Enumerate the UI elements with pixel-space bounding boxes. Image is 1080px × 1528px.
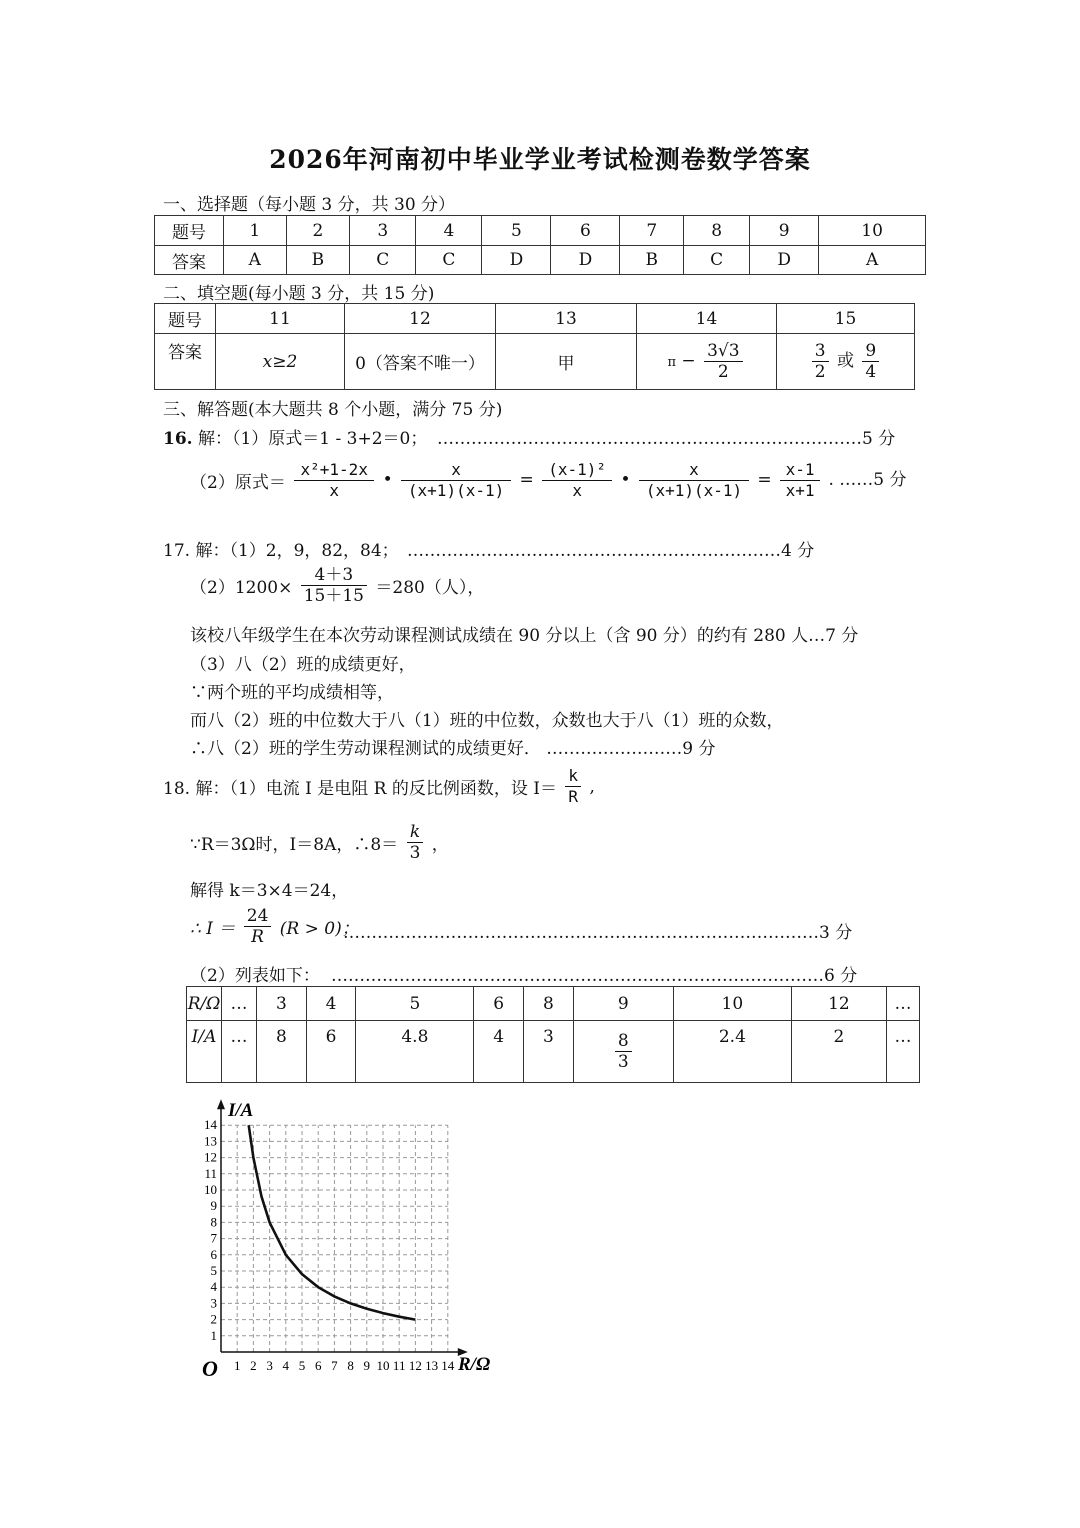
x-tick-label: 10: [376, 1358, 390, 1373]
r-value: 3: [257, 987, 307, 1021]
fraction: [565, 766, 581, 807]
denominator: x+1: [785, 481, 815, 500]
q-number: 10: [819, 216, 926, 246]
q17-part3-conclusion: ∴八（2）班的学生劳动课程测试的成绩更好．: [190, 739, 541, 759]
q17-part3-points: ……………………9 分: [546, 739, 716, 759]
inverse-proportion-chart: [180, 1090, 520, 1390]
numerator: x: [639, 460, 749, 481]
q-number: 9: [750, 216, 819, 246]
x-axis-label: R/Ω: [458, 1354, 491, 1375]
x-tick-label: 5: [298, 1358, 306, 1373]
q17-line4: （3）八（2）班的成绩更好，: [190, 655, 416, 675]
y-tick-label: 13: [204, 1133, 217, 1149]
answer-cell: A: [224, 246, 287, 275]
q16-line2: [190, 460, 906, 520]
i-value: 8: [257, 1021, 307, 1083]
answer-cell: A: [819, 246, 926, 275]
q17-line7: [190, 734, 715, 759]
y-tick-label: 2: [210, 1311, 217, 1327]
q17-part2-prefix: （2）1200×: [190, 578, 293, 598]
r-value: 5: [356, 987, 474, 1021]
or-word: 或: [837, 351, 854, 371]
fraction: [301, 565, 367, 606]
q-number: 5: [482, 216, 551, 246]
i-value: 2.4: [673, 1021, 791, 1083]
x-tick-label: 6: [314, 1358, 322, 1373]
q-number: 6: [551, 216, 620, 246]
q18-line3: 解得 k＝3×4＝24，: [190, 881, 349, 901]
q-number: 11: [216, 304, 345, 334]
y-tick-label: 11: [204, 1165, 217, 1181]
q-number: 4: [416, 216, 482, 246]
q18-part2-label: （2）列表如下：: [190, 966, 320, 986]
x-tick-label: 9: [363, 1358, 371, 1373]
y-tick-label: 10: [204, 1182, 217, 1197]
section3-heading: 三、解答题(本大题共 8 个小题，满分 75 分): [163, 400, 503, 420]
fraction: [812, 341, 829, 382]
x-tick-label: 8: [347, 1358, 354, 1373]
denominator: 15＋15: [303, 586, 364, 606]
origin-label: O: [202, 1356, 218, 1381]
fill-answer-row: [155, 334, 915, 390]
q-number: 3: [350, 216, 416, 246]
answer-cell: B: [620, 246, 684, 275]
q17-line2: [190, 565, 484, 613]
page-title: 2026年河南初中毕业学业考试检测卷数学答案: [269, 145, 811, 174]
choice-answer-row: [155, 246, 926, 275]
denominator: 3: [617, 1052, 629, 1072]
numerator: x-1: [780, 460, 820, 481]
q18-domain: (R > 0)；: [279, 919, 359, 939]
answer-11: x≥2: [216, 334, 345, 390]
row-label: 题号: [155, 216, 224, 246]
q18-part1-points: …………………………………………………………………………3 分: [343, 923, 853, 943]
denominator: 2: [814, 362, 826, 382]
answer-cell: D: [482, 246, 551, 275]
r-i-value-table: [186, 986, 920, 1083]
y-tick-label: 7: [210, 1230, 217, 1246]
row-label: R/Ω: [187, 987, 222, 1021]
q18-part2-points: ……………………………………………………………………………6 分: [331, 966, 858, 986]
i-value: 4.8: [356, 1021, 474, 1083]
fraction: [401, 460, 511, 501]
denominator: 4: [865, 362, 877, 382]
y-tick-label: 4: [210, 1279, 217, 1295]
ellipsis-cell: …: [222, 987, 257, 1021]
answer-cell: C: [416, 246, 482, 275]
numerator: k: [407, 822, 424, 843]
denominator: x: [329, 481, 340, 500]
y-tick-label: 6: [210, 1246, 217, 1262]
i-value: 6: [306, 1021, 356, 1083]
numerator: x²+1-2x: [294, 460, 374, 481]
q17-line1: 17. 解：（1）2，9，82，84；: [163, 541, 399, 561]
denominator: x: [572, 481, 582, 500]
y-tick-label: 14: [204, 1117, 217, 1133]
chart-ticks: [204, 1117, 455, 1373]
q-number: 7: [620, 216, 684, 246]
denominator: 2: [717, 362, 729, 382]
denominator: (x+1)(x-1): [407, 481, 505, 500]
q-number: 13: [496, 304, 637, 334]
answer-cell: C: [350, 246, 416, 275]
q18-line2: [190, 822, 449, 870]
fraction: [407, 822, 424, 863]
q18-line5: [190, 961, 320, 986]
r-value: 12: [791, 987, 886, 1021]
r-value: 10: [673, 987, 791, 1021]
y-tick-label: 5: [210, 1263, 217, 1278]
denominator: (x+1)(x-1): [645, 481, 743, 500]
q-number: 8: [684, 216, 750, 246]
q17-line5: ∵两个班的平均成绩相等，: [190, 683, 394, 703]
q17-part1-points: …………………………………………………………4 分: [407, 541, 815, 561]
denominator: R: [568, 787, 579, 806]
pi-symbol: π: [667, 355, 676, 370]
q-number: 2: [286, 216, 350, 246]
fraction: [294, 460, 374, 501]
ellipsis-cell: …: [887, 987, 920, 1021]
fill-answer-table: [154, 303, 915, 390]
row-label: 答案: [155, 246, 224, 275]
numerator: 4＋3: [301, 565, 367, 586]
numerator: x: [401, 460, 511, 481]
q18-given: ∵R＝3Ω时，I＝8A，∴8＝: [190, 835, 399, 855]
choice-answer-table: [154, 215, 926, 275]
fill-number-row: [155, 304, 915, 334]
answer-13: 甲: [496, 334, 637, 390]
r-row: [187, 987, 920, 1021]
choice-number-row: [155, 216, 926, 246]
numerator: 8: [615, 1031, 632, 1052]
x-tick-label: 12: [408, 1358, 422, 1373]
answer-cell: C: [684, 246, 750, 275]
comma: ,: [589, 776, 595, 797]
comma: ，: [431, 835, 449, 855]
r-value: 9: [573, 987, 673, 1021]
numerator: (x-1)²: [542, 460, 612, 481]
x-tick-label: 2: [250, 1358, 257, 1373]
denominator: 3: [409, 843, 421, 863]
row-label: I/A: [187, 1021, 222, 1083]
fraction: [615, 1031, 632, 1072]
numerator: 24: [244, 906, 272, 927]
q-number: 1: [224, 216, 287, 246]
y-tick-label: 3: [210, 1295, 217, 1311]
answer-cell: D: [750, 246, 819, 275]
answer-cell: B: [286, 246, 350, 275]
fraction: [780, 460, 820, 501]
i-value: 3: [524, 1021, 574, 1083]
i-value: 4: [474, 1021, 524, 1083]
row-label: 题号: [155, 304, 216, 334]
section2-heading: 二、填空题(每小题 3 分，共 15 分): [163, 284, 435, 304]
numerator: 9: [862, 341, 879, 362]
numerator: 3: [812, 341, 829, 362]
q17-part2-suffix: ＝280（人），: [375, 578, 485, 598]
row-label: 答案: [155, 334, 216, 390]
y-axis-arrow: [217, 1099, 225, 1109]
ellipsis-cell: …: [887, 1021, 920, 1083]
answer-15: [777, 334, 915, 390]
q16-line1: [163, 424, 427, 449]
q-number: 14: [637, 304, 777, 334]
q-number: 12: [345, 304, 496, 334]
q17-line6: 而八（2）班的中位数大于八（1）班的中位数，众数也大于八（1）班的众数，: [190, 711, 784, 731]
fraction: [639, 460, 749, 501]
y-tick-label: 8: [210, 1214, 217, 1230]
numerator: k: [565, 766, 581, 787]
section1-heading: 一、选择题（每小题 3 分，共 30 分）: [163, 195, 456, 215]
y-tick-label: 1: [210, 1327, 217, 1343]
fraction: [862, 341, 879, 382]
dot-sign: •: [382, 470, 393, 490]
dot-sign: •: [620, 470, 631, 490]
q16-part1: 解：（1）原式＝1 - 3+2＝0；: [197, 429, 428, 449]
i-value-fraction: [573, 1021, 673, 1083]
denominator: R: [251, 927, 264, 947]
i-row: [187, 1021, 920, 1083]
q16-part1-points: …………………………………………………………………5 分: [437, 429, 896, 449]
fraction: [542, 460, 612, 501]
y-tick-label: 9: [210, 1198, 217, 1214]
q18-function-prefix: ∴ I ＝: [190, 919, 236, 939]
q16-part2-points: . ……5 分: [828, 470, 907, 490]
q18-line4: [190, 906, 359, 954]
q18-line1: [163, 766, 595, 814]
q17-line3: 该校八年级学生在本次劳动课程测试成绩在 90 分以上（含 90 分）的约有 280 人…7 分: [190, 626, 859, 646]
r-value: 6: [474, 987, 524, 1021]
x-tick-label: 3: [266, 1358, 273, 1373]
answer-14: [637, 334, 777, 390]
answer-12: 0（答案不唯一）: [345, 334, 496, 390]
r-value: 4: [306, 987, 356, 1021]
fraction: [244, 906, 272, 947]
y-tick-label: 12: [204, 1149, 217, 1165]
x-tick-label: 4: [282, 1358, 290, 1373]
equals-sign: =: [519, 470, 534, 490]
q18-part1-text: 18. 解：（1）电流 I 是电阻 R 的反比例函数，设 I＝: [163, 779, 558, 799]
equals-sign: =: [757, 470, 772, 490]
minus-sign: −: [681, 351, 696, 371]
fraction: [704, 341, 742, 382]
q16-part2-label: （2）原式＝: [190, 473, 286, 493]
numerator: 3√3: [704, 341, 742, 362]
x-tick-label: 14: [441, 1358, 455, 1373]
r-value: 8: [524, 987, 574, 1021]
y-axis-label: I/A: [228, 1100, 254, 1121]
ellipsis-cell: …: [222, 1021, 257, 1083]
x-tick-label: 13: [425, 1358, 439, 1373]
answer-cell: D: [551, 246, 620, 275]
x-tick-label: 11: [392, 1358, 406, 1373]
x-tick-label: 7: [331, 1358, 338, 1373]
q16-number: 16.: [163, 429, 193, 449]
q-number: 15: [777, 304, 915, 334]
chart-axes: [217, 1099, 468, 1356]
x-tick-label: 1: [233, 1358, 241, 1373]
i-value: 2: [791, 1021, 886, 1083]
